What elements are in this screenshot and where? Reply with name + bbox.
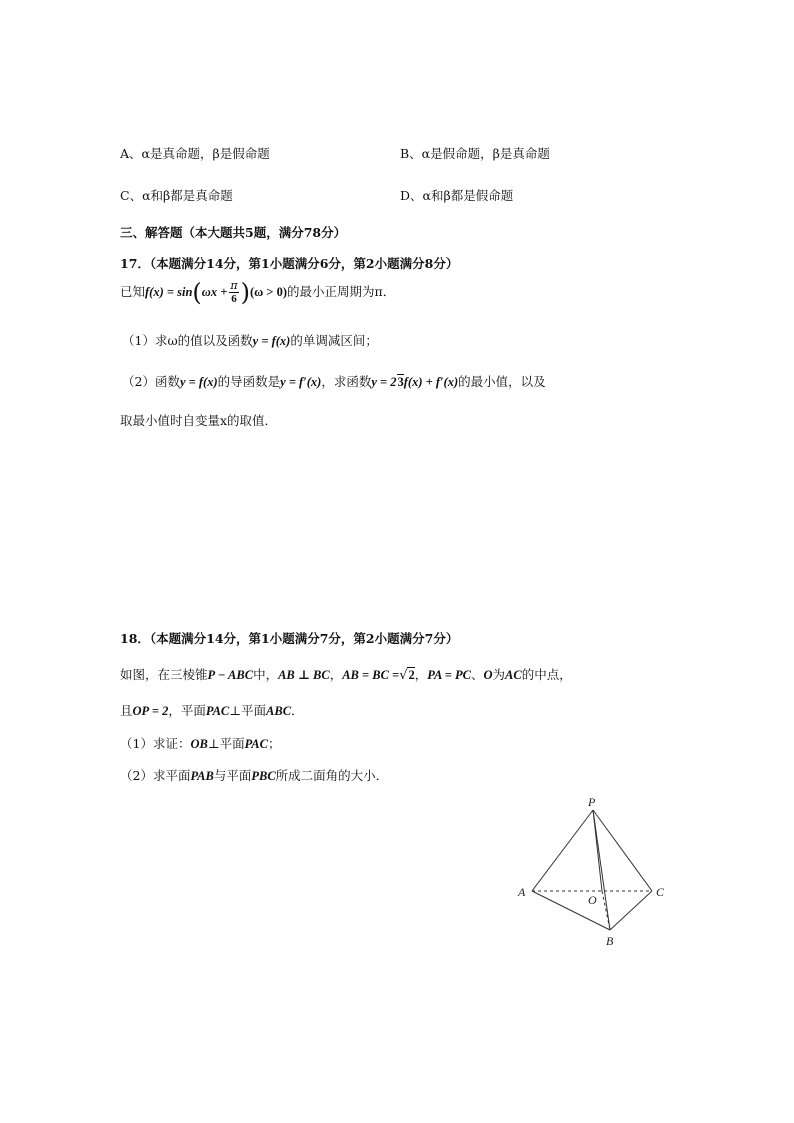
q17-p2-expr3b: f(x) + f′(x) — [403, 375, 459, 389]
q18-header: 18．（本题满分14分，第1小题满分7分，第2小题满分7分） — [120, 631, 459, 646]
option-c: C、α和β都是真命题 — [120, 188, 233, 203]
q18-l2-e2: PAC — [205, 704, 230, 718]
left-paren: ( — [192, 278, 202, 307]
q17-part1 — [122, 333, 378, 349]
option-a: A、α是真命题，β是假命题 — [120, 146, 270, 161]
edge-PC — [593, 810, 652, 891]
label-B: B — [606, 934, 614, 948]
q18-l2-e1: OP = 2 — [132, 704, 169, 718]
q18-p1-e1: OB — [190, 737, 208, 751]
pi-over-6 — [229, 280, 238, 305]
frac-numerator: π — [230, 279, 238, 292]
q18-p2-e2: PBC — [251, 769, 276, 783]
q18-l1-g: 为 — [492, 667, 506, 682]
q18-l2-d: ． — [291, 703, 304, 718]
q17-p2-text-c: ，求函数 — [321, 374, 372, 389]
q18-line2 — [120, 703, 304, 719]
q18-p2-c: 所成二面角的大小． — [275, 768, 389, 783]
q18-p1-b: ⊥平面 — [207, 736, 245, 751]
q17-part2-line2: 取最小值时自变量x的取值． — [120, 413, 278, 428]
q18-line1 — [120, 667, 572, 684]
pyramid-diagram — [510, 790, 670, 955]
q18-l1-c: ， — [329, 667, 343, 682]
label-C: C — [656, 885, 665, 899]
q17-p2-text-d: 的最小值，以及 — [458, 374, 546, 389]
q17-stem — [120, 280, 395, 305]
label-A: A — [518, 885, 526, 899]
q17-p1-text-b: 的单调减区间； — [290, 333, 378, 348]
option-d: D、α和β都是假命题 — [400, 188, 514, 203]
q18-l1-a: 如图，在三棱锥 — [120, 667, 208, 682]
q18-p1-c: ； — [267, 736, 281, 751]
edge-PB — [593, 810, 610, 930]
q18-l2-a: 且 — [120, 703, 133, 718]
q18-l2-e3: ABC — [266, 704, 292, 718]
q17-condition: (ω > 0) — [249, 285, 288, 300]
q18-p1-e2: PAC — [244, 737, 268, 751]
q18-l1-d: ， — [414, 667, 428, 682]
q17-stem-prefix: 已知 — [120, 284, 146, 300]
sqrt-three: 3 — [397, 375, 404, 389]
q17-part2 — [122, 374, 546, 390]
q18-part2 — [120, 768, 388, 784]
label-P: P — [588, 795, 596, 809]
q17-p2-expr3a: y = 2 — [371, 375, 397, 389]
q18-part1 — [120, 736, 281, 752]
q18-l2-b: ，平面 — [168, 703, 206, 718]
q17-p1-expr: y = f(x) — [252, 334, 291, 348]
sqrt-sign: √ — [399, 668, 408, 683]
right-paren: ) — [240, 278, 250, 307]
label-O: O — [588, 893, 597, 907]
q17-p2-expr1: y = f(x) — [179, 375, 218, 389]
q18-l1-e2: AB ⊥ BC — [278, 668, 330, 682]
q18-l1-e3a: AB = BC = — [342, 668, 400, 682]
edge-PO — [593, 810, 602, 891]
q17-p2-expr2: y = f′(x) — [280, 375, 322, 389]
option-b: B、α是假命题，β是真命题 — [400, 146, 550, 161]
edge-BC — [610, 891, 652, 930]
q17-stem-suffix: 的最小正周期为π． — [287, 284, 396, 300]
q18-p1-a: （1）求证： — [120, 736, 191, 751]
q18-l1-b: 中， — [253, 667, 279, 682]
q18-l1-e6: AC — [505, 668, 522, 682]
q17-p2-text-b: 的导函数是 — [217, 374, 281, 389]
q18-l1-e5: O — [483, 668, 493, 682]
q17-arg: ωx + — [201, 285, 228, 300]
sqrt-two: 2 — [408, 668, 415, 682]
q17-header: 17．（本题满分14分，第1小题满分6分，第2小题满分8分） — [120, 256, 459, 271]
q18-l1-e4: PA = PC — [427, 668, 471, 682]
frac-denominator: 6 — [231, 293, 237, 306]
section-heading: 三、解答题（本大题共5题，满分78分） — [120, 225, 347, 240]
q18-l1-e1: P − ABC — [207, 668, 254, 682]
q18-l2-c: ⊥平面 — [229, 703, 267, 718]
q17-p2-text-a: （2）函数 — [122, 374, 180, 389]
q17-func: f(x) = sin — [145, 285, 193, 300]
edge-AB — [532, 891, 610, 930]
q17-p1-text-a: （1）求ω的值以及函数 — [122, 333, 253, 348]
q18-l1-f: 、 — [470, 667, 484, 682]
q18-l1-h: 的中点， — [521, 667, 572, 682]
q18-p2-a: （2）求平面 — [120, 768, 191, 783]
q18-p2-b: 与平面 — [213, 768, 252, 783]
q18-p2-e1: PAB — [190, 769, 214, 783]
edge-PA — [532, 810, 593, 891]
